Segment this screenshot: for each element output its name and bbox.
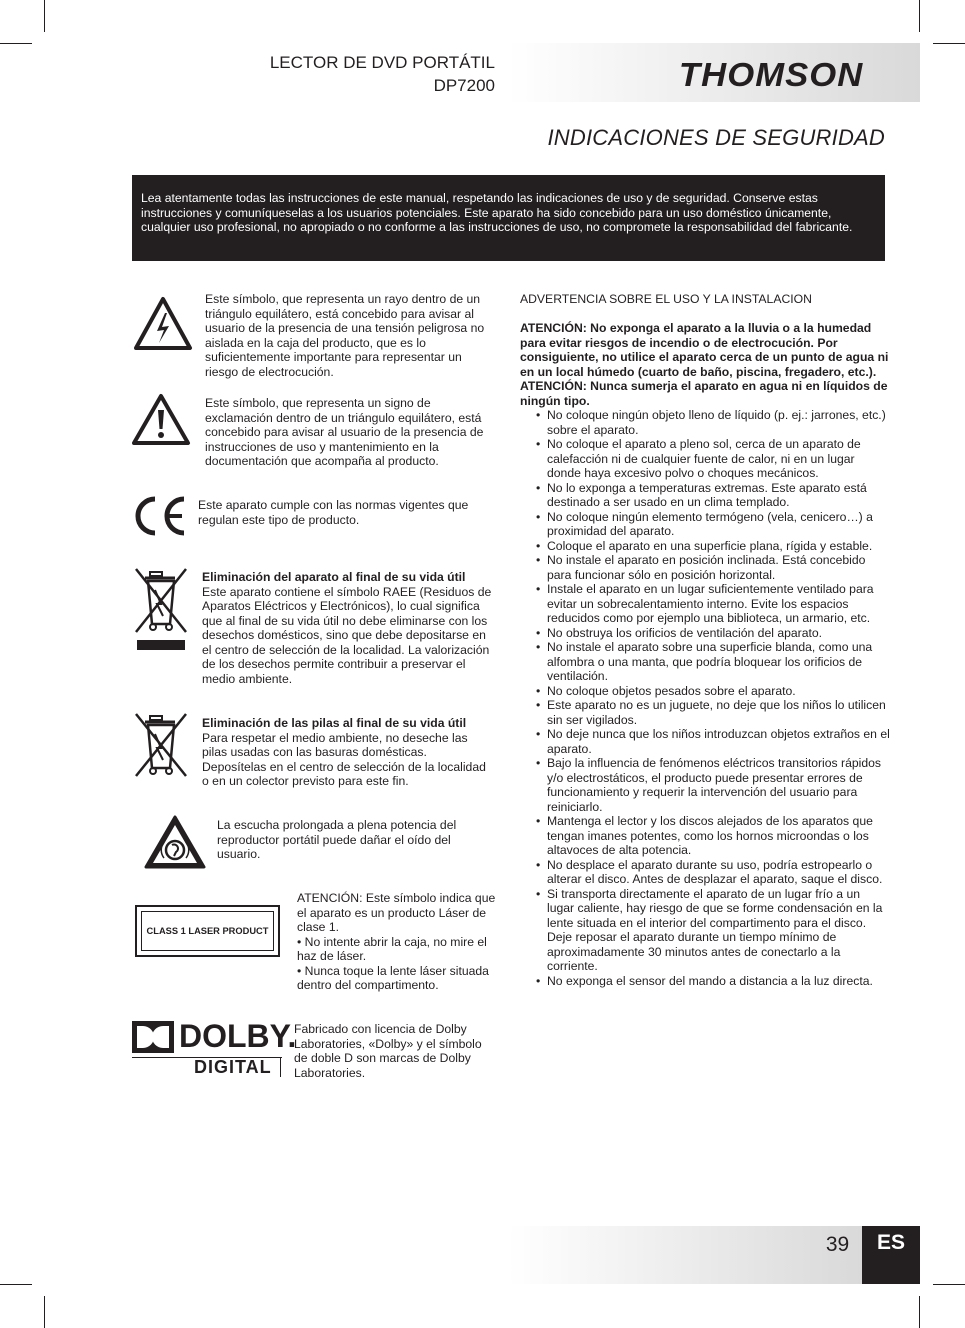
list-item: • No coloque ningún objeto lleno de líquido (p. ej.: jarrones, etc.) sobre el aparato. [520, 408, 890, 437]
crop-mark [933, 1284, 965, 1285]
language-tab: ES [862, 1226, 920, 1284]
double-d-icon [132, 1021, 174, 1053]
list-item: • No coloque objetos pesados sobre el aparato. [520, 684, 890, 699]
list-item: • No desplace el aparato durante su uso, podría estropearlo o alterar el disco. Antes de desplazar el aparato, saque el disco. [520, 858, 890, 887]
hearing-warning-icon [143, 814, 207, 870]
laser-attention: ATENCIÓN [297, 891, 360, 905]
list-item: • No instale el aparato sobre una superficie blanda, como una alfombra o una manta, que podría bloquear los orificios de ventilación. [520, 640, 890, 684]
crop-mark [44, 1296, 45, 1328]
page-number: 39 [825, 1233, 850, 1256]
lightning-text: Este símbolo, que representa un rayo dentro de un triángulo equilátero, está concebido para avisar al usuario de la presencia de una tensión peligrosa no aislada en la caja del producto, que es lo suficientemente importante para representar un riesgo de electrocución. [205, 292, 485, 379]
product-line1: LECTOR DE DVD PORTÁTIL [269, 53, 495, 72]
list-item: • No lo exponga a temperaturas extremas. Este aparato está destinado a ser usado en un clima templado. [520, 481, 890, 510]
weee-bin-icon [133, 566, 189, 652]
crop-mark [919, 0, 920, 32]
laser-description: : Este símbolo indica que el aparato es un producto Láser de clase 1. [297, 891, 496, 934]
weee-title: Eliminación del aparato al final de su vida útil [202, 570, 466, 584]
warning-humidity: ATENCIÓN: No exponga el aparato a la lluvia o a la humedad para evitar riesgos de incendio o de electrocución. Por consiguiente, no utilice el aparato cerca de un punto de agua ni en un local húmedo (cuarto de baño, piscina, fregadero, etc.). [520, 321, 889, 379]
exclamation-text: Este símbolo, que representa un signo de exclamación dentro de un triángulo equilátero, está concebido para avisar al usuario de la presencia de instrucciones de uso y mantenimiento en la documentación que acompaña al producto. [205, 396, 484, 468]
list-item: • No exponga el sensor del mando a distancia a la luz directa. [520, 974, 890, 989]
list-item: • Mantenga el lector y los discos alejados de los aparatos que tengan imanes potentes, como los hornos microondas o los altavoces de alta potencia. [520, 814, 890, 858]
dolby-tick [280, 1057, 281, 1077]
battery-bin-icon [133, 712, 189, 780]
usage-warnings [520, 292, 890, 988]
usage-heading: ADVERTENCIA SOBRE EL USO Y LA INSTALACION [520, 292, 812, 306]
crop-mark [0, 1284, 32, 1285]
list-item: • Bajo la influencia de fenómenos eléctricos transitorios rápidos y/o electrostáticos, el producto puede presentar errores de funcionamiento y requerir la intervención del usuario para reiniciarlo. [520, 756, 890, 814]
lightning-warning-icon [133, 296, 193, 351]
laser-text [297, 891, 502, 993]
laser-label [135, 905, 280, 957]
list-item: • Este aparato no es un juguete, no deje que los niños lo utilicen sin ser vigilados. [520, 698, 890, 727]
list-item: • No obstruya los orificios de ventilación del aparato. [520, 626, 890, 641]
crop-mark [933, 43, 965, 44]
footer-band [508, 1226, 862, 1284]
ce-mark-icon [133, 496, 187, 536]
page-title: INDICACIONES DE SEGURIDAD [547, 125, 885, 150]
list-item: • Si transporta directamente el aparato de un lugar frío a un lugar caliente, hay riesgo de que se forme condensación en la lente situada en el interior del compartimento para el disco. Deje reposar el aparato durante un tiempo mínimo de aproximadamente 30 minutos antes de conectarlo a la corriente. [520, 887, 890, 974]
dolby-wordmark: DOLBY. [179, 1018, 297, 1054]
weee-text [202, 570, 494, 686]
warning-list [520, 408, 890, 988]
laser-label-text: CLASS 1 LASER PRODUCT [141, 911, 274, 951]
ce-text: Este aparato cumple con las normas vigentes que regulan este tipo de producto. [198, 498, 469, 527]
battery-title: Eliminación de las pilas al final de su vida útil [202, 716, 467, 730]
battery-body: Para respetar el medio ambiente, no deseche las pilas usadas con las basuras domésticas. Deposítelas en el centro de selección de la localidad o en un colector previsto para este fin. [202, 730, 486, 788]
intro-box: Lea atentamente todas las instrucciones de este manual, respetando las indicaciones de uso y de seguridad. Conserve estas instrucciones y comuníqueselas a los usuarios potenciales. Este aparato ha sido concebido para un uso doméstico únicamente, cualquier uso profesional, no apropiado o no conforme a las instrucciones de uso, no compromete la responsabilidad del fabricante. [132, 175, 885, 261]
dolby-digital-word: DIGITAL [194, 1057, 272, 1077]
list-item: • No coloque ningún elemento termógeno (vela, cenicero…) a proximidad del aparato. [520, 510, 890, 539]
dolby-digital-logo [132, 1018, 297, 1078]
list-item: • Coloque el aparato en una superficie plana, rígida y estable. [520, 539, 890, 554]
hearing-text: La escucha prolongada a plena potencia del reproductor portátil puede dañar el oído del usuario. [217, 818, 457, 861]
list-item: • No instale el aparato en posición inclinada. Está concebido para funcionar sólo en posición horizontal. [520, 553, 890, 582]
crop-mark [0, 43, 32, 44]
crop-mark [44, 0, 45, 32]
product-name [270, 51, 495, 97]
exclamation-warning-icon [131, 393, 191, 446]
list-item: • Instale el aparato en un lugar suficientemente ventilado para evitar un sobrecalentamiento interno. Evite los espacios reducidos como por ejemplo una biblioteca, un armario, etc. [520, 582, 890, 626]
crop-mark [919, 1296, 920, 1328]
weee-body: Este aparato contiene el símbolo RAEE (Residuos de Aparatos Eléctricos y Electrónicos), lo cual significa que al final de su vida útil no debe eliminarse con los desechos domésticos, sino que debe depositarse en el centro de selección de la localidad. La valorización de los desechos permite contribuir a preservar el medio ambiente. [202, 584, 492, 686]
product-model: DP7200 [433, 76, 495, 95]
list-item: • No coloque el aparato a pleno sol, cerca de un aparato de calefacción ni de cualquier fuente de calor, ni en un lugar donde haya excesivo polvo o choques mecánicos. [520, 437, 890, 481]
laser-bullet-1: • No intente abrir la caja, no mire el haz de láser. [297, 934, 487, 963]
dolby-text: Fabricado con licencia de Dolby Laboratories, «Dolby» y el símbolo de doble D son marcas de Dolby Laboratories. [294, 1022, 482, 1080]
list-item: • No deje nunca que los niños introduzcan objetos extraños en el aparato. [520, 727, 890, 756]
brand-logo: THOMSON [678, 56, 864, 93]
warning-submerge: ATENCIÓN: Nunca sumerja el aparato en agua ni en líquidos de ningún tipo. [520, 379, 888, 408]
battery-text [202, 716, 494, 789]
laser-bullet-2: • Nunca toque la lente láser situada dentro del compartimento. [297, 963, 489, 992]
